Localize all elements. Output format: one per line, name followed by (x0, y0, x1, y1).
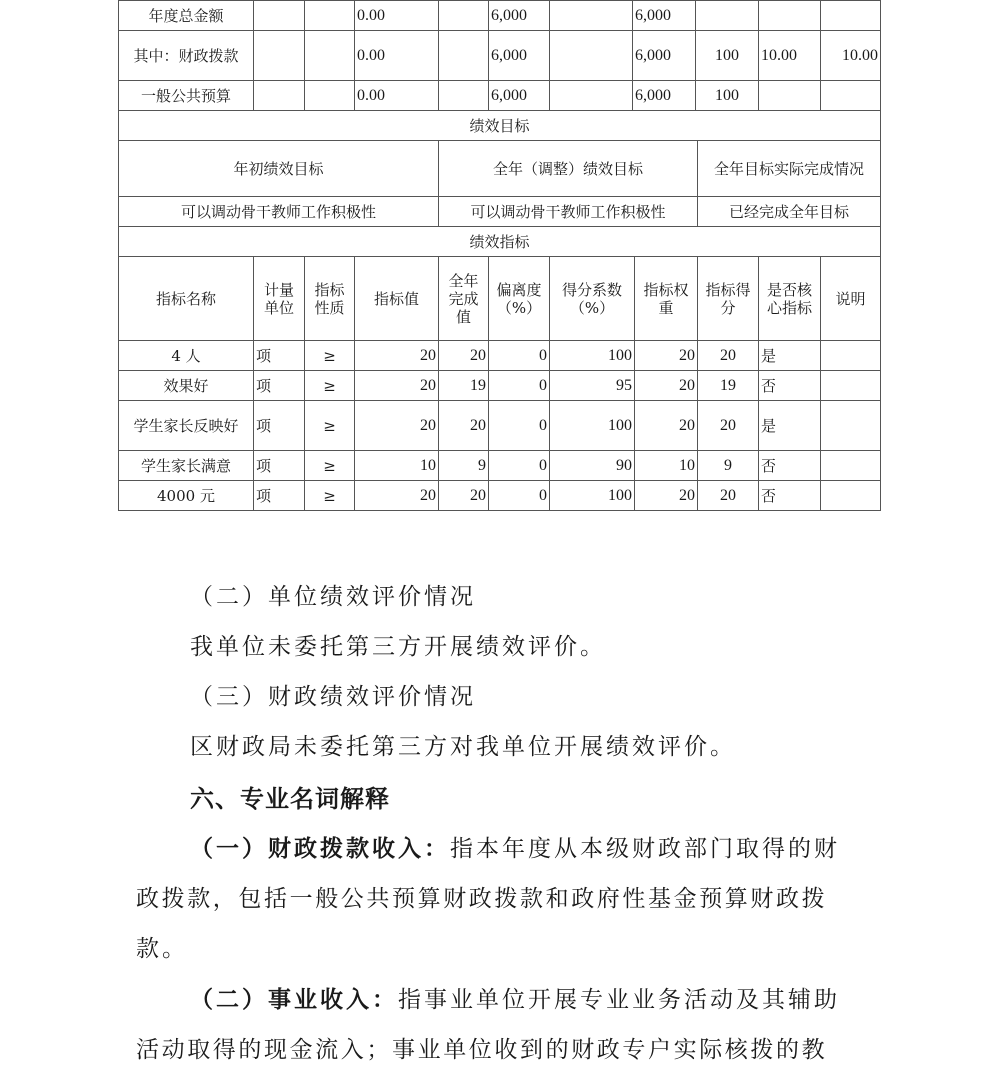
indicator-cell: 20 (698, 341, 759, 371)
header-cell: 指标名称 (119, 257, 254, 341)
indicator-name: 学生家长满意 (119, 451, 254, 481)
indicator-cell: 20 (635, 401, 698, 451)
indicator-cell: 9 (439, 451, 489, 481)
header-cell: 指标值 (355, 257, 439, 341)
cell: 0.00 (355, 1, 439, 31)
indicators-header-row (119, 257, 881, 341)
indicator-cell: 90 (550, 451, 635, 481)
cell: 6,000 (633, 81, 696, 111)
header-cell: 指标性质 (305, 257, 355, 341)
indicator-cell: 0 (489, 371, 550, 401)
heading-fiscal-evaluation: （三）财政绩效评价情况 (190, 684, 476, 710)
goal-header-initial: 年初绩效目标 (119, 141, 439, 197)
indicator-cell: 20 (439, 481, 489, 511)
indicator-cell: 是 (759, 341, 821, 371)
header-cell: 全年完成值 (439, 257, 489, 341)
cell (821, 81, 881, 111)
term-label: （一）财政拨款收入： (190, 835, 450, 862)
cell (550, 81, 633, 111)
indicator-cell: 95 (550, 371, 635, 401)
paragraph-fiscal-evaluation: 区财政局未委托第三方对我单位开展绩效评价。 (190, 734, 736, 760)
budget-row-general (119, 81, 881, 111)
cell (254, 1, 305, 31)
row-label: 其中：财政拨款 (119, 31, 254, 81)
term-business-line2: 活动取得的现金流入；事业单位收到的财政专户实际核拨的教 (136, 1037, 828, 1063)
indicator-cell: 9 (698, 451, 759, 481)
budget-row-total (119, 1, 881, 31)
indicator-cell (821, 341, 881, 371)
cell (759, 81, 821, 111)
goal-value-initial: 可以调动骨干教师工作积极性 (119, 197, 439, 227)
indicator-cell: 0 (489, 481, 550, 511)
indicator-cell: ≥ (305, 451, 355, 481)
indicator-cell: 20 (635, 341, 698, 371)
indicator-row (119, 341, 881, 371)
row-label: 年度总金额 (119, 1, 254, 31)
indicator-name: 效果好 (119, 371, 254, 401)
indicator-cell: 20 (355, 481, 439, 511)
cell: 6,000 (633, 1, 696, 31)
indicator-cell: 20 (698, 401, 759, 451)
indicator-cell: 19 (439, 371, 489, 401)
indicator-row (119, 371, 881, 401)
goals-section-title: 绩效目标 (119, 111, 881, 141)
indicator-row (119, 401, 881, 451)
cell (821, 1, 881, 31)
cell: 6,000 (489, 81, 550, 111)
cell (254, 31, 305, 81)
indicator-cell: 项 (254, 371, 305, 401)
indicator-cell: 10 (355, 451, 439, 481)
indicator-cell: 是 (759, 401, 821, 451)
indicator-cell: 20 (355, 371, 439, 401)
indicator-name: 4 人 (119, 341, 254, 371)
indicator-cell: ≥ (305, 481, 355, 511)
cell: 10.00 (759, 31, 821, 81)
goal-value-actual: 已经完成全年目标 (698, 197, 881, 227)
term-text: 指本年度从本级财政部门取得的财 (450, 836, 840, 862)
indicator-cell: 100 (550, 341, 635, 371)
term-fiscal-appropriation (190, 824, 840, 874)
cell (759, 1, 821, 31)
goals-header-row (119, 141, 881, 197)
performance-table (118, 110, 881, 511)
indicators-section-title: 绩效指标 (119, 227, 881, 257)
indicator-cell: 否 (759, 481, 821, 511)
header-cell: 指标得分 (698, 257, 759, 341)
indicator-cell (821, 451, 881, 481)
cell: 0.00 (355, 31, 439, 81)
header-cell: 得分系数（%） (550, 257, 635, 341)
cell (550, 31, 633, 81)
indicator-cell: 否 (759, 371, 821, 401)
header-cell: 计量单位 (254, 257, 305, 341)
term-business-income (190, 975, 840, 1025)
row-label: 一般公共预算 (119, 81, 254, 111)
cell: 6,000 (489, 1, 550, 31)
cell: 100 (696, 81, 759, 111)
goal-header-adjusted: 全年（调整）绩效目标 (439, 141, 698, 197)
cell: 6,000 (633, 31, 696, 81)
indicator-cell (821, 481, 881, 511)
cell: 10.00 (821, 31, 881, 81)
term-text: 指事业单位开展专业业务活动及其辅助 (398, 987, 840, 1013)
cell (305, 31, 355, 81)
heading-unit-evaluation: （二）单位绩效评价情况 (190, 584, 476, 610)
indicator-row (119, 481, 881, 511)
indicator-cell: 20 (355, 401, 439, 451)
indicator-name: 4000 元 (119, 481, 254, 511)
budget-table (118, 0, 881, 111)
cell: 100 (696, 31, 759, 81)
indicator-cell: 0 (489, 341, 550, 371)
cell (305, 81, 355, 111)
heading-terms: 六、专业名词解释 (190, 785, 390, 813)
indicator-cell (821, 401, 881, 451)
indicator-cell: 100 (550, 481, 635, 511)
indicator-cell: 项 (254, 481, 305, 511)
indicator-cell: 项 (254, 341, 305, 371)
header-cell: 是否核心指标 (759, 257, 821, 341)
goal-header-actual: 全年目标实际完成情况 (698, 141, 881, 197)
indicator-cell: 20 (439, 341, 489, 371)
header-cell: 偏离度（%） (489, 257, 550, 341)
cell (254, 81, 305, 111)
indicator-cell: 20 (635, 371, 698, 401)
term-label: （二）事业收入： (190, 986, 398, 1013)
term-fiscal-line2: 政拨款，包括一般公共预算财政拨款和政府性基金预算财政拨 (136, 886, 828, 912)
goal-value-adjusted: 可以调动骨干教师工作积极性 (439, 197, 698, 227)
indicator-cell: ≥ (305, 371, 355, 401)
paragraph-unit-evaluation: 我单位未委托第三方开展绩效评价。 (190, 634, 606, 660)
indicator-cell: ≥ (305, 401, 355, 451)
cell (696, 1, 759, 31)
term-fiscal-line3: 款。 (136, 936, 188, 962)
cell (439, 1, 489, 31)
header-cell: 说明 (821, 257, 881, 341)
indicator-cell: 19 (698, 371, 759, 401)
cell (305, 1, 355, 31)
indicator-cell: 项 (254, 401, 305, 451)
cell (550, 1, 633, 31)
indicator-cell: 0 (489, 451, 550, 481)
indicator-cell: 项 (254, 451, 305, 481)
indicator-cell: 20 (635, 481, 698, 511)
cell: 6,000 (489, 31, 550, 81)
indicator-row (119, 451, 881, 481)
indicator-cell: ≥ (305, 341, 355, 371)
indicator-cell: 100 (550, 401, 635, 451)
indicator-name: 学生家长反映好 (119, 401, 254, 451)
indicator-cell: 20 (355, 341, 439, 371)
cell: 0.00 (355, 81, 439, 111)
indicator-cell: 0 (489, 401, 550, 451)
goals-value-row (119, 197, 881, 227)
header-cell: 指标权重 (635, 257, 698, 341)
indicator-cell: 20 (439, 401, 489, 451)
cell (439, 81, 489, 111)
cell (439, 31, 489, 81)
budget-row-fiscal (119, 31, 881, 81)
goals-section-row (119, 111, 881, 141)
indicator-cell: 20 (698, 481, 759, 511)
indicators-section-row (119, 227, 881, 257)
indicator-cell: 否 (759, 451, 821, 481)
indicator-cell: 10 (635, 451, 698, 481)
indicator-cell (821, 371, 881, 401)
